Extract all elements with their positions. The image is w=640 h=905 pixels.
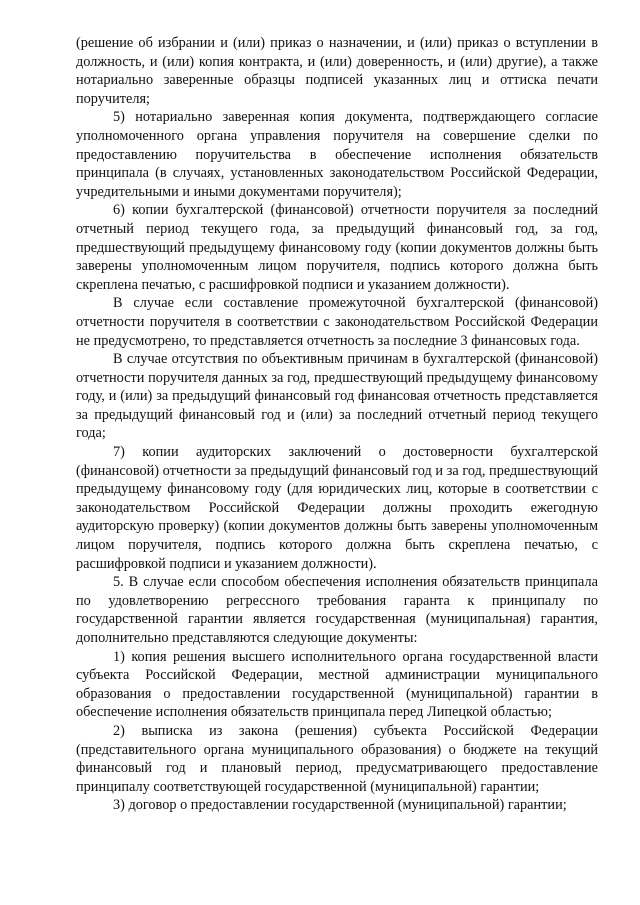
- paragraph-item-7-audit-reports: 7) копии аудиторских заключений о достоверности бухгалтерской (финансовой) отчетности за предыдущий финансовый год и за год, предшествующий предыдущему финансовому году (для юридических лиц, которые в соответствии с законодательством Российской Федерации должны проходить ежегодную аудиторскую проверку) (копии документов должны быть заверены уполномоченным лицом поручителя, подпись которого должна быть скреплена печатью, с расшифровкой подписи и указанием должности).: [76, 444, 598, 572]
- paragraph-interim-reporting-case: В случае если составление промежуточной бухгалтерской (финансовой) отчетности поручителя в соответствии с законодательством Российской Федерации не предусмотрено, то представляется отчетность за последние 3 финансовых года.: [76, 295, 598, 349]
- paragraph-item-3-guarantee-agreement: 3) договор о предоставлении государственной (муниципальной) гарантии;: [113, 797, 567, 814]
- document-page: [76, 34, 598, 815]
- paragraph-section-5-guarantee: 5. В случае если способом обеспечения исполнения обязательств принципала по удовлетворению регрессного требования гаранта к принципалу по государственной гарантии является государственная (муниципальная) гарантия, дополнительно представляются следующие документы:: [76, 574, 598, 646]
- paragraph-item-6-accounting-statements: 6) копии бухгалтерской (финансовой) отчетности поручителя за последний отчетный период текущего года, за предыдущий финансовый год, за год, предшествующий предыдущему финансовому году (копии документов должны быть заверены уполномоченным лицом поручителя, подпись которого должна быть скреплена печатью, с расшифровкой подписи и указанием должности).: [76, 202, 598, 293]
- paragraph-missing-data-case: В случае отсутствия по объективным причинам в бухгалтерской (финансовой) отчетности поручителя данных за год, предшествующий предыдущему финансовому году, и (или) за предыдущий финансовый год финансовая отчетность представляется за предыдущий финансовый год и (или) за последний отчетный период текущего года;: [76, 351, 598, 442]
- paragraph-item-2-budget-extract: 2) выписка из закона (решения) субъекта Российской Федерации (представительного органа муниципального образования) о бюджете на текущий финансовый год и плановый период, предусматривающего предоставление принципалу соответствующей государственной (муниципальной) гарантии;: [76, 722, 598, 795]
- paragraph-signatures-continuation: (решение об избрании и (или) приказ о назначении, и (или) приказ о вступлении в должность, и (или) копия контракта, и (или) доверенность, и (или) другие), а также нотариально заверенные образцы подписей указанных лиц и оттиска печати поручителя;: [76, 35, 598, 107]
- paragraph-item-1-decision-copy: 1) копия решения высшего исполнительного органа государственной власти субъекта Российской Федерации, местной администрации муниципального образования о предоставлении государственной (муниципальной) гарантии в обеспечение исполнения обязательств принципала перед Липецкой областью;: [76, 648, 598, 721]
- paragraph-item-5-notarized-consent: 5) нотариально заверенная копия документа, подтверждающего согласие уполномоченного органа управления поручителя на совершение сделки по предоставлению поручительства в обеспечение исполнения обязательств принципала (в случаях, установленных законодательством Российской Федерации, учредительными и иными документами поручителя);: [76, 109, 598, 200]
